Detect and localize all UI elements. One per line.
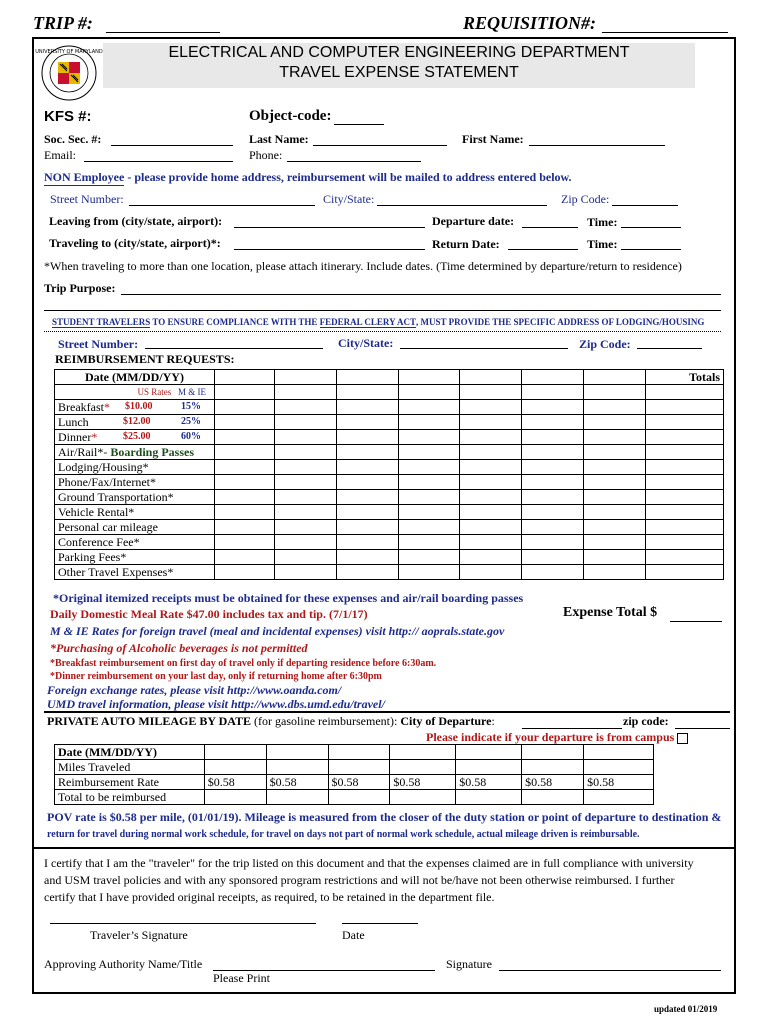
table-row (55, 535, 724, 550)
expense-cell[interactable] (274, 400, 336, 415)
expense-cell[interactable] (460, 400, 522, 415)
expense-cell[interactable] (584, 460, 646, 475)
approver-signature-field[interactable] (499, 970, 721, 971)
expense-label: Lodging/Housing* (55, 460, 215, 475)
expense-cell[interactable] (522, 550, 584, 565)
departure-date-label: Departure date: (432, 214, 515, 228)
divider (44, 711, 730, 713)
date-label: Date (342, 928, 365, 942)
expense-cell[interactable] (336, 505, 398, 520)
expense-cell[interactable] (336, 520, 398, 535)
row-total-cell[interactable] (646, 505, 724, 520)
student-city-label: City/State: (338, 336, 394, 350)
trip-purpose-label: Trip Purpose: (44, 281, 116, 295)
rate-cell: $0.58 (266, 775, 328, 790)
expense-cell[interactable] (336, 400, 398, 415)
expense-cell[interactable] (398, 445, 460, 460)
expense-label: Dinner* $25.00 60% (55, 430, 215, 445)
soc-sec-label: Soc. Sec. #: (44, 132, 102, 146)
row-total-cell[interactable] (646, 565, 724, 580)
expense-cell[interactable] (214, 505, 274, 520)
expense-cell[interactable] (522, 520, 584, 535)
traveling-to-label: Traveling to (city/state, airport)*: (49, 236, 221, 250)
mileage-cell[interactable] (204, 790, 266, 805)
expense-cell[interactable] (460, 415, 522, 430)
expense-cell[interactable] (522, 490, 584, 505)
mileage-row-label: Date (MM/DD/YY) (55, 745, 205, 760)
table-row (55, 565, 724, 580)
rates-header: US Rates M & IE (55, 385, 215, 400)
trip-number-label: TRIP #: (33, 13, 93, 33)
table-row (55, 520, 724, 535)
zip-code-label: Zip Code: (561, 192, 610, 206)
return-time-label: Time: (587, 237, 618, 251)
soc-sec-field[interactable] (111, 145, 233, 146)
mileage-cell[interactable] (456, 760, 522, 775)
expense-cell[interactable] (584, 505, 646, 520)
updated-label: updated 01/2019 (654, 1004, 718, 1014)
return-date-label: Return Date: (432, 237, 500, 251)
dept-title: ELECTRICAL AND COMPUTER ENGINEERING DEPARTMENT (168, 44, 630, 61)
traveling-to-field[interactable] (234, 249, 425, 250)
mileage-row (55, 760, 654, 775)
expense-cell[interactable] (584, 400, 646, 415)
leaving-from-label: Leaving from (city/state, airport): (49, 214, 223, 228)
expense-cell[interactable] (336, 490, 398, 505)
mileage-table (54, 744, 654, 805)
object-code-field[interactable] (334, 124, 384, 125)
expense-label: Phone/Fax/Internet* (55, 475, 215, 490)
rates-header-row (55, 385, 724, 400)
expense-cell[interactable] (398, 490, 460, 505)
expense-cell[interactable] (460, 550, 522, 565)
first-name-label: First Name: (462, 132, 524, 146)
table-row (55, 505, 724, 520)
table-row (55, 475, 724, 490)
signature-date-field[interactable] (342, 923, 418, 924)
mileage-cell[interactable] (522, 745, 584, 760)
form-title: TRAVEL EXPENSE STATEMENT (279, 64, 519, 81)
expense-cell[interactable] (214, 430, 274, 445)
rate-cell: $0.58 (456, 775, 522, 790)
expense-cell[interactable] (214, 475, 274, 490)
city-state-field[interactable] (377, 205, 547, 206)
expense-cell[interactable] (336, 565, 398, 580)
mileage-cell[interactable] (266, 760, 328, 775)
student-city-field[interactable] (400, 348, 568, 349)
date-cell[interactable] (460, 370, 522, 385)
city-state-label: City/State: (323, 192, 375, 206)
row-total-cell[interactable] (646, 520, 724, 535)
student-zip-field[interactable] (637, 348, 702, 349)
divider (34, 847, 734, 849)
mileage-row-label: Total to be reimbursed (55, 790, 205, 805)
expense-cell[interactable] (460, 535, 522, 550)
street-number-field[interactable] (129, 205, 315, 206)
expense-cell[interactable] (522, 505, 584, 520)
expense-cell[interactable] (274, 490, 336, 505)
campus-departure-note: Please indicate if your departure is from campus (426, 730, 688, 745)
itinerary-note: *When traveling to more than one location, please attach itinerary. Include dates. (Time determined by departure/return to residence) (44, 259, 682, 273)
rate-cell: $0.58 (328, 775, 390, 790)
expense-cell[interactable] (584, 550, 646, 565)
umd-info-note: UMD travel information, please visit http://www.dbs.umd.edu/travel/ (47, 697, 385, 711)
expense-cell[interactable] (274, 475, 336, 490)
mileage-row (55, 745, 654, 760)
expense-cell[interactable] (522, 535, 584, 550)
expense-cell[interactable] (584, 445, 646, 460)
expense-label: Breakfast* $10.00 15% (55, 400, 215, 415)
expense-cell[interactable] (214, 415, 274, 430)
mileage-cell[interactable] (328, 790, 390, 805)
expense-cell[interactable] (398, 460, 460, 475)
date-cell[interactable] (584, 370, 646, 385)
row-total-cell[interactable] (646, 445, 724, 460)
phone-field[interactable] (287, 161, 421, 162)
expense-total-label: Expense Total $ (563, 605, 658, 620)
mileage-zip-field[interactable] (675, 728, 730, 729)
expense-label: Personal car mileage (55, 520, 215, 535)
table-row (55, 550, 724, 565)
row-total-cell[interactable] (646, 550, 724, 565)
mileage-cell[interactable] (328, 760, 390, 775)
expense-cell[interactable] (336, 475, 398, 490)
mileage-cell[interactable] (456, 745, 522, 760)
requisition-label: REQUISITION#: (463, 13, 597, 33)
leaving-from-field[interactable] (234, 227, 425, 228)
table-header-row (55, 370, 724, 385)
non-employee-link[interactable]: NON Employee (44, 170, 125, 184)
student-street-field[interactable] (145, 348, 323, 349)
expense-cell[interactable] (336, 415, 398, 430)
certification-text: I certify that I am the "traveler" for the trip listed on this document and that the expenses claimed are in full compliance with university and USM travel policies and with any sponsored program restrictions and will not be/have not been otherwise reimbursed. I further certify that I have provided original receipts, as required, to be retained in the department file. (44, 856, 694, 904)
row-total-cell[interactable] (646, 490, 724, 505)
expense-cell[interactable] (522, 460, 584, 475)
departure-time-label: Time: (587, 215, 618, 229)
expense-cell[interactable] (398, 505, 460, 520)
expense-cell[interactable] (274, 565, 336, 580)
mileage-zip-label: zip code: (623, 714, 669, 728)
divider (44, 331, 721, 332)
mileage-cell[interactable] (584, 790, 654, 805)
expense-cell[interactable] (398, 550, 460, 565)
table-row (55, 445, 724, 460)
mileage-row-label: Reimbursement Rate (55, 775, 205, 790)
exchange-rates-note: Foreign exchange rates, please visit http://www.oanda.com/ (47, 683, 342, 697)
requisition-field[interactable] (602, 32, 728, 33)
expense-label: Vehicle Rental* (55, 505, 215, 520)
expense-label: Parking Fees* (55, 550, 215, 565)
table-row (55, 460, 724, 475)
date-cell[interactable] (336, 370, 398, 385)
expense-cell[interactable] (522, 445, 584, 460)
seal-text: UNIVERSITY OF MARYLAND (35, 49, 103, 55)
expense-cell[interactable] (214, 565, 274, 580)
expense-cell[interactable] (460, 565, 522, 580)
street-number-label: Street Number: (50, 192, 124, 206)
expense-cell[interactable] (460, 445, 522, 460)
dinner-rule: *Dinner reimbursement on your last day, only if returning home after 6:30pm (50, 671, 382, 682)
expense-cell[interactable] (336, 445, 398, 460)
expense-cell[interactable] (214, 445, 274, 460)
expense-cell[interactable] (584, 565, 646, 580)
traveler-signature-field[interactable] (50, 923, 316, 924)
expense-cell[interactable] (214, 490, 274, 505)
meal-rate-note: Daily Domestic Meal Rate $47.00 includes tax and tip. (7/1/17) (50, 607, 368, 621)
expense-cell[interactable] (398, 400, 460, 415)
mileage-cell[interactable] (522, 760, 584, 775)
expense-cell[interactable] (274, 460, 336, 475)
city-of-departure-field[interactable] (522, 728, 622, 729)
mileage-cell[interactable] (266, 790, 328, 805)
last-name-label: Last Name: (249, 132, 309, 146)
return-date-field[interactable] (508, 249, 578, 250)
expense-total-field[interactable] (670, 621, 722, 622)
expense-label: Conference Fee* (55, 535, 215, 550)
expense-cell[interactable] (214, 400, 274, 415)
mileage-row (55, 775, 654, 790)
clery-act-link[interactable]: FEDERAL CLERY ACT (319, 317, 417, 327)
kfs-label: KFS #: (44, 108, 92, 125)
approver-label: Approving Authority Name/Title (44, 957, 203, 971)
expense-cell[interactable] (214, 520, 274, 535)
date-cell[interactable] (214, 370, 274, 385)
row-total-cell[interactable] (646, 430, 724, 445)
expense-cell[interactable] (274, 415, 336, 430)
student-travelers-link[interactable]: STUDENT TRAVELERS (52, 317, 151, 327)
totals-header: Totals (646, 370, 724, 385)
row-total-cell[interactable] (646, 400, 724, 415)
reimbursement-table (54, 369, 724, 580)
university-seal-icon (35, 44, 103, 102)
expense-cell[interactable] (336, 550, 398, 565)
mileage-row-label: Miles Traveled (55, 760, 205, 775)
expense-cell[interactable] (398, 415, 460, 430)
mileage-cell[interactable] (204, 745, 266, 760)
trip-purpose-field[interactable] (121, 294, 721, 295)
mileage-heading: PRIVATE AUTO MILEAGE BY DATE (for gasoline reimbursement): City of Departure: (47, 714, 495, 728)
traveler-signature-label: Traveler’s Signature (90, 928, 188, 942)
mileage-row (55, 790, 654, 805)
date-header: Date (MM/DD/YY) (55, 370, 215, 385)
mileage-cell[interactable] (522, 790, 584, 805)
expense-cell[interactable] (274, 430, 336, 445)
reimbursement-heading: REIMBURSEMENT REQUESTS: (55, 352, 235, 366)
table-row (55, 430, 724, 445)
form-title-box (103, 43, 695, 88)
rate-cell: $0.58 (584, 775, 654, 790)
date-cell[interactable] (274, 370, 336, 385)
mileage-cell[interactable] (584, 760, 654, 775)
rate-cell: $0.58 (204, 775, 266, 790)
pov-note: POV rate is $0.58 per mile, (01/01/19). Mileage is measured from the closer of the duty station or point of departure to destination & (47, 810, 722, 824)
expense-cell[interactable] (398, 535, 460, 550)
expense-cell[interactable] (522, 415, 584, 430)
expense-cell[interactable] (274, 535, 336, 550)
approver-signature-label: Signature (446, 957, 492, 971)
non-employee-notice: NON Employee - please provide home address, reimbursement will be mailed to address entered below. (44, 170, 572, 184)
expense-cell[interactable] (460, 520, 522, 535)
alcohol-note: *Purchasing of Alcoholic beverages is not permitted (50, 641, 308, 655)
campus-checkbox[interactable] (677, 733, 688, 744)
mileage-cell[interactable] (390, 745, 456, 760)
rate-cell: $0.58 (390, 775, 456, 790)
phone-label: Phone: (249, 148, 283, 162)
mileage-cell[interactable] (328, 745, 390, 760)
expense-label: Lunch $12.00 25% (55, 415, 215, 430)
expense-cell[interactable] (460, 505, 522, 520)
expense-cell[interactable] (584, 535, 646, 550)
student-zip-label: Zip Code: (579, 337, 631, 351)
return-time-field[interactable] (621, 249, 681, 250)
expense-cell[interactable] (274, 550, 336, 565)
expense-cell[interactable] (460, 490, 522, 505)
expense-cell[interactable] (584, 415, 646, 430)
expense-cell[interactable] (336, 430, 398, 445)
expense-cell[interactable] (398, 565, 460, 580)
mileage-cell[interactable] (390, 790, 456, 805)
student-notice: STUDENT TRAVELERS TO ENSURE COMPLIANCE WITH THE FEDERAL CLERY ACT, MUST PROVIDE THE SPECIFIC ADDRESS OF LODGING/HOUSING (52, 317, 705, 327)
rate-cell: $0.58 (522, 775, 584, 790)
expense-cell[interactable] (274, 505, 336, 520)
expense-label: Air/Rail*- Boarding Passes (55, 445, 215, 460)
departure-date-field[interactable] (522, 227, 578, 228)
row-total-cell[interactable] (646, 415, 724, 430)
trip-number-field[interactable] (106, 32, 220, 33)
mileage-cell[interactable] (266, 745, 328, 760)
expense-label: Other Travel Expenses* (55, 565, 215, 580)
expense-cell[interactable] (584, 490, 646, 505)
breakfast-rule: *Breakfast reimbursement on first day of travel only if departing residence before 6:30am. (50, 658, 437, 669)
first-name-field[interactable] (529, 145, 665, 146)
expense-cell[interactable] (522, 430, 584, 445)
expense-cell[interactable] (274, 445, 336, 460)
expense-cell[interactable] (274, 520, 336, 535)
expense-cell[interactable] (214, 460, 274, 475)
expense-label: Ground Transportation* (55, 490, 215, 505)
expense-cell[interactable] (460, 430, 522, 445)
student-street-label: Street Number: (58, 337, 139, 351)
date-cell[interactable] (522, 370, 584, 385)
expense-cell[interactable] (584, 475, 646, 490)
table-row (55, 490, 724, 505)
date-cell[interactable] (398, 370, 460, 385)
expense-cell[interactable] (584, 430, 646, 445)
expense-cell[interactable] (336, 535, 398, 550)
expense-cell[interactable] (398, 430, 460, 445)
receipts-note: *Original itemized receipts must be obtained for these expenses and air/rail boarding passes (53, 591, 524, 605)
table-row (55, 415, 724, 430)
foreign-rates-note: M & IE Rates for foreign travel (meal and incidental expenses) visit http:// aoprals.state.gov (50, 624, 505, 638)
zip-code-field[interactable] (612, 205, 678, 206)
email-label: Email: (44, 148, 76, 162)
trip-purpose-field-2[interactable] (44, 310, 721, 311)
row-total-cell[interactable] (646, 460, 724, 475)
expense-cell[interactable] (398, 520, 460, 535)
object-code-label: Object-code: (249, 108, 332, 124)
expense-cell[interactable] (460, 460, 522, 475)
departure-time-field[interactable] (621, 227, 681, 228)
row-total-cell[interactable] (646, 535, 724, 550)
mileage-cell[interactable] (456, 790, 522, 805)
expense-cell[interactable] (214, 535, 274, 550)
expense-cell[interactable] (522, 475, 584, 490)
pov-note-2: return for travel during normal work schedule, for travel on days not part of normal work schedule, actual mileage driven is reimbursable. (47, 829, 640, 840)
email-field[interactable] (84, 161, 233, 162)
mileage-cell[interactable] (584, 745, 654, 760)
last-name-field[interactable] (313, 145, 447, 146)
mileage-cell[interactable] (204, 760, 266, 775)
expense-cell[interactable] (522, 400, 584, 415)
expense-cell[interactable] (214, 550, 274, 565)
please-print-label: Please Print (213, 971, 270, 985)
expense-cell[interactable] (398, 475, 460, 490)
table-row (55, 400, 724, 415)
expense-cell[interactable] (336, 460, 398, 475)
expense-cell[interactable] (522, 565, 584, 580)
row-total-cell[interactable] (646, 475, 724, 490)
mileage-cell[interactable] (390, 760, 456, 775)
expense-cell[interactable] (460, 475, 522, 490)
expense-cell[interactable] (584, 520, 646, 535)
